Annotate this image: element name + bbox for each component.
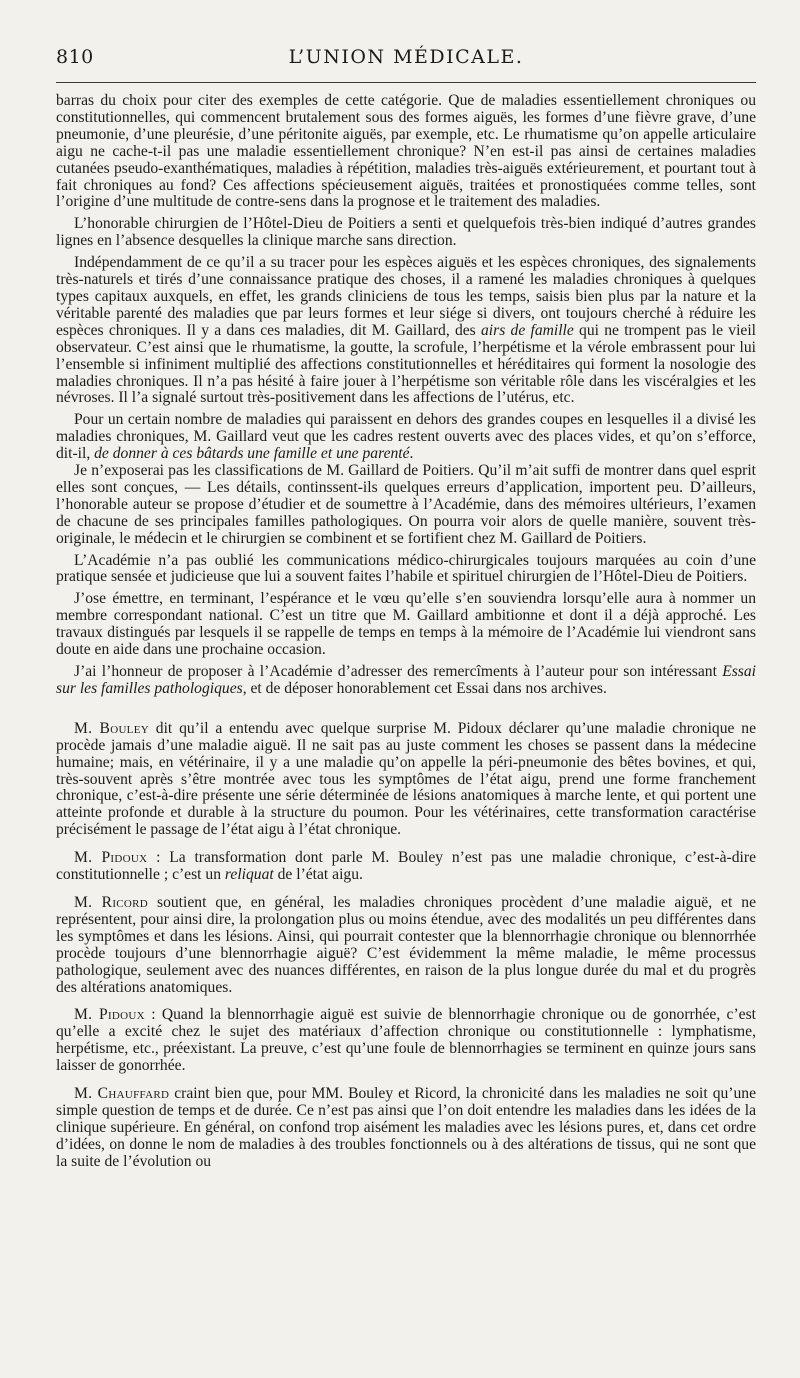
speaker-name: M. Bouley	[74, 719, 149, 737]
paragraph: L’Académie n’a pas oublié les communications médico-chirurgicales toujours marquées au coin d’une pratique sensée et judicieuse que lui a souvent faites l’habile et spirituel chirurgien de l’Hôtel-Dieu de Poitiers.	[56, 551, 756, 586]
discussion-paragraph: M. Bouley dit qu’il a entendu avec quelque surprise M. Pidoux déclarer qu’une maladie chronique ne procède jamais d’une maladie aiguë. Il ne sait pas au juste comment les choses se passent dans la médecine humaine; mais, en vétérinaire, il y a une maladie qu’on appelle la péri-pneumonie des bêtes bovines, et qui, très-souvent après s’être montrée avec tous les symptômes de l’état aigu, prend une forme franchement chronique, c’est-à-dire présente une série déterminée de lésions anatomiques à marche lente, et qui portent une atteinte profonde et durable à la structure du poumon. Pour les vétérinaires, cette transformation caractérise précisément le passage de l’état aigu à l’état chronique.	[56, 719, 756, 839]
discussion-paragraph: M. Ricord soutient que, en général, les maladies chroniques procèdent d’une maladie aiguë, et ne représentent, pour ainsi dire, la prolongation plus ou moins étendue, avec des modalités un peu différentes dans les symptômes et dans les lésions. Ainsi, qui pourrait contester que la blennorrhagie chronique ou blennorrhée procède toujours d’une blennorrhagie aiguë? C’est évidemment la même maladie, le même processus pathologique, seulement avec des nuances différentes, en raison de la plus longue durée du mal et du progrès des altérations anatomiques.	[56, 893, 756, 996]
paragraph: L’honorable chirurgien de l’Hôtel-Dieu de Poitiers a senti et quelquefois très-bien indiqué d’autres grandes lignes en l’absence desquelles la clinique marche sans direction.	[56, 215, 756, 250]
page-number: 810	[56, 46, 94, 68]
running-head: L’UNION MÉDICALE.	[288, 46, 524, 68]
italic-phrase: reliquat	[224, 866, 274, 884]
italic-phrase: Essai sur les familles pathologiques	[56, 663, 756, 697]
article-body	[56, 93, 756, 1171]
discussion-paragraph: M. Pidoux : La transformation dont parle M. Bouley n’est pas une maladie chronique, c’est-à-dire constitutionnelle ; c’est un reliquat de l’état aigu.	[56, 849, 756, 884]
speaker-name: M. Pidoux	[74, 849, 148, 867]
italic-phrase: airs de famille	[481, 321, 574, 339]
paragraph: J’ose émettre, en terminant, l’espérance et le vœu qu’elle s’en souviendra lorsqu’elle aura à nommer un membre correspondant national. C’est un titre que M. Gaillard ambitionne et dont il a déjà approché. Les travaux distingués par lesquels il se rappelle de temps en temps à la mémoire de l’Académie lui viendront sans doute en aide dans une prochaine occasion.	[56, 590, 756, 659]
paragraph: Pour un certain nombre de maladies qui paraissent en dehors des grandes coupes en lesquelles il a divisé les maladies chroniques, M. Gaillard veut que les cadres restent ouverts avec des places vides, et qu’on s’efforce, dit-il, de donner à ces bâtards une famille et une parenté.	[56, 411, 756, 463]
paragraph: Indépendamment de ce qu’il a su tracer pour les espèces aiguës et les espèces chroniques, des signalements très-naturels et tirés d’une connaissance pratique des choses, il a ramené les maladies chroniques à quelques types capitaux auxquels, en effet, les grands cliniciens de tous les temps, saisis bien plus par la nature et la véritable parenté des maladies que par leurs formes et leur siége si divers, ont toujours cherché à réduire les espèces chroniques. Il y a dans ces maladies, dit M. Gaillard, des airs de famille qui ne trompent pas le vieil observateur. C’est ainsi que le rhumatisme, la goutte, la scrofule, l’herpétisme et la vérole embrassent pour lui l’ensemble si infiniment multiplié des affections constitutionnelles et héréditaires qui forment la nosologie des maladies chroniques. Il n’a pas hésité à faire jouer à l’herpétisme son véritable rôle dans les viscéralgies et les névroses. Il l’a signalé surtout très-positivement dans les affections de l’utérus, etc.	[56, 254, 756, 407]
speaker-name: M. Chauffard	[74, 1085, 170, 1103]
page-header	[56, 40, 756, 72]
speaker-name: M. Pidoux	[74, 1006, 145, 1024]
paragraph: barras du choix pour citer des exemples de cette catégorie. Que de maladies essentiellement chroniques ou constitutionnelles, qui commencent brutalement sous des formes aiguës, les formes d’une fièvre grave, d’une pneumonie, d’une pleurésie, d’une péritonite aiguës, par exemple, etc. Le rhumatisme qu’on appelle articulaire aigu ne cache-t-il pas une maladie essentiellement chronique? N’en est-il pas ainsi de certaines maladies cutanées pseudo-exanthématiques, maladies à répétition, maladies très-aiguës extérieurement, et pourtant tout à fait chroniques au fond? Ces affections spécieusement aiguës, traitées et pronostiquées comme telles, sont l’origine d’une multitude de contre-sens dans la prognose et le traitement des maladies.	[56, 92, 756, 211]
italic-phrase: de donner à ces bâtards une famille et une parenté	[94, 445, 410, 463]
paragraph: Je n’exposerai pas les classifications de M. Gaillard de Poitiers. Qu’il m’ait suffi de montrer dans quel esprit elles sont conçues, — Les détails, continssent-ils quelques erreurs d’application, importent peu. D’ailleurs, l’honorable auteur se propose d’étudier et de soumettre à l’Académie, dans des mémoires ultérieurs, l’examen de chacune de ses principales familles pathologiques. On pourra voir alors de quelle manière, souvent très-originale, le médecin et le chirurgien se combinent et se fortifient chez M. Gaillard de Poitiers.	[56, 462, 756, 547]
header-rule	[56, 82, 756, 83]
discussion-paragraph: M. Chauffard craint bien que, pour MM. Bouley et Ricord, la chronicité dans les maladies ne soit qu’une simple question de temps et de durée. Ce n’est pas ainsi que l’on doit entendre les maladies dans les idées de la clinique supérieure. En général, on confond trop aisément les maladies avec les lésions pures, et, dans cet ordre d’idées, on donne le nom de maladies à des troubles fonctionnels ou à des altérations de tissus, qui ne sont que la suite de l’évolution ou	[56, 1085, 757, 1170]
paragraph: J’ai l’honneur de proposer à l’Académie d’adresser des remercîments à l’auteur pour son intéressant Essai sur les familles pathologiques, et de déposer honorablement cet Essai dans nos archives.	[56, 663, 756, 697]
speaker-name: M. Ricord	[74, 893, 149, 911]
discussion-paragraph: M. Pidoux : Quand la blennorrhagie aiguë est suivie de blennorrhagie chronique ou de gonorrhée, c’est qu’elle a excité chez le sujet des matériaux d’affection chronique ou constitutionnelle : lymphatisme, herpétisme, etc., préexistant. La preuve, c’est qu’une foule de blennorrhagies se terminent en quinze jours sans laisser de gonorrhée.	[56, 1006, 756, 1075]
